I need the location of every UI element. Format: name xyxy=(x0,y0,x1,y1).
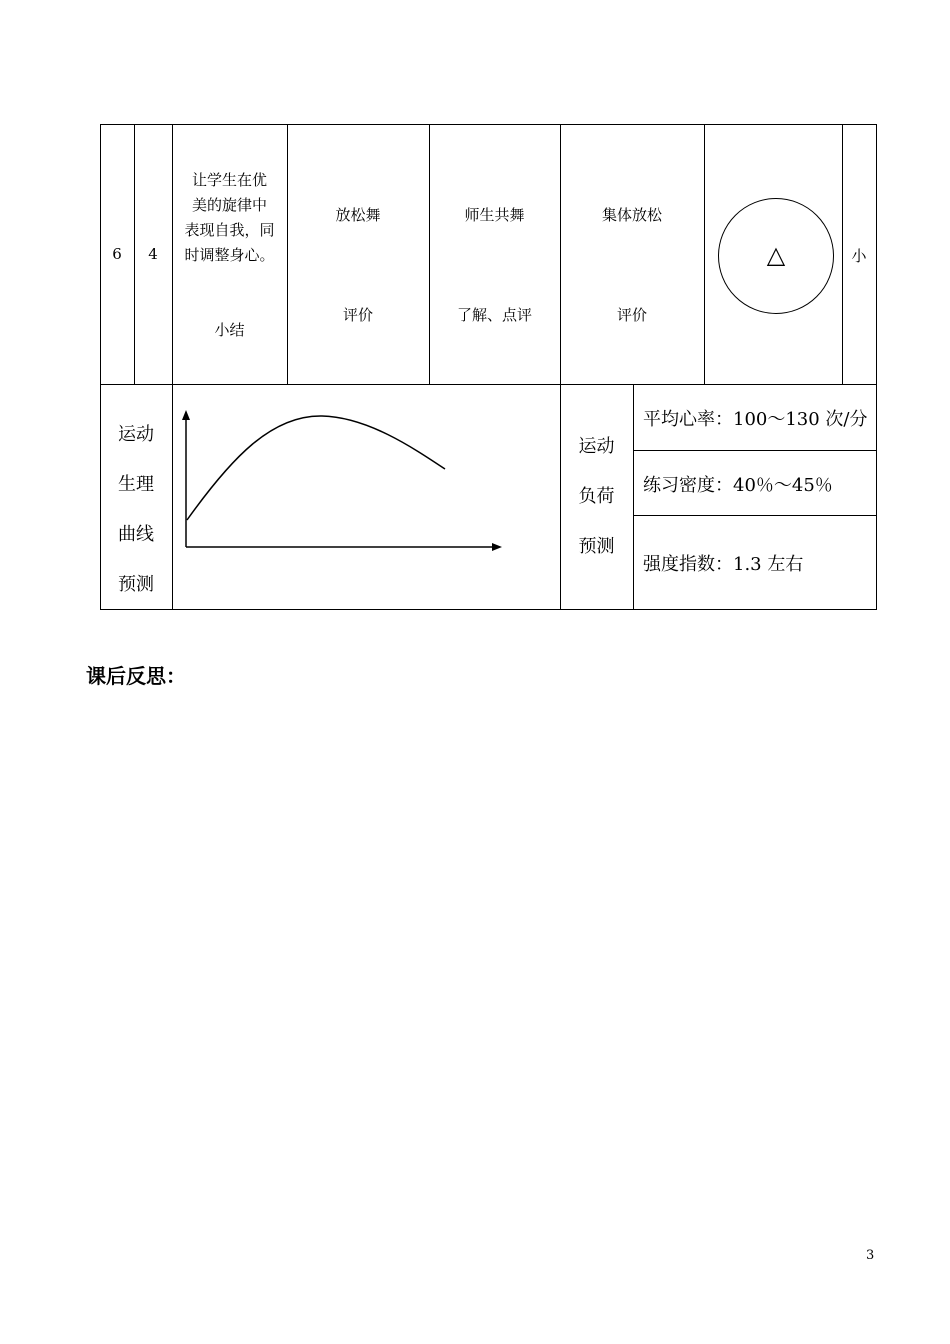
load-label-line: 运动 xyxy=(578,436,615,457)
load-label-line: 负荷 xyxy=(578,486,615,507)
heart-rate-value: 平均心率：100～130 次/分 xyxy=(643,409,868,430)
table-border-bottom xyxy=(100,609,877,610)
load-label-line: 预测 xyxy=(578,536,615,557)
physiological-curve-chart xyxy=(172,385,560,609)
objective-line: 美的旋律中 xyxy=(191,196,267,214)
load-label xyxy=(560,422,633,572)
teacher-activity-2: 了解、点评 xyxy=(456,306,532,324)
objective-line: 时调整身心。 xyxy=(184,246,275,264)
student-activity-1: 集体放松 xyxy=(601,206,662,224)
curve-label-line: 运动 xyxy=(118,424,154,445)
curve-label-line: 生理 xyxy=(118,474,154,495)
density-value: 练习密度：40％～45％ xyxy=(643,475,833,496)
row-objective xyxy=(172,168,287,268)
teacher-activity-1: 师生共舞 xyxy=(464,206,525,224)
row-intensity: 小 xyxy=(851,247,867,265)
student-activity-2: 评价 xyxy=(616,306,647,324)
row-index: 6 xyxy=(112,245,122,263)
curve-label-line: 预测 xyxy=(118,574,154,595)
y-axis-arrow-icon xyxy=(182,410,190,420)
row-section: 小结 xyxy=(214,321,245,339)
objective-line: 表现自我，同 xyxy=(184,221,275,239)
curve-label xyxy=(100,410,172,610)
teacher-triangle-icon: △ xyxy=(766,241,786,269)
table-border-top xyxy=(100,124,877,125)
content-1: 放松舞 xyxy=(335,206,381,224)
intensity-index-value: 强度指数：1.3 左右 xyxy=(643,554,804,575)
curve-label-line: 曲线 xyxy=(118,524,154,545)
objective-line: 让学生在优 xyxy=(191,171,267,189)
load-row-divider xyxy=(633,515,877,516)
row-minutes: 4 xyxy=(148,245,158,263)
col-divider xyxy=(704,124,705,384)
content-2: 评价 xyxy=(342,306,373,324)
col-divider xyxy=(287,124,288,384)
load-row-divider xyxy=(633,450,877,451)
col-divider xyxy=(633,384,634,610)
table-border-right xyxy=(876,124,877,610)
page-number: 3 xyxy=(866,1248,875,1263)
heart-rate-curve xyxy=(187,416,445,520)
x-axis-arrow-icon xyxy=(492,543,502,551)
reflection-title: 课后反思： xyxy=(86,664,186,688)
col-divider xyxy=(429,124,430,384)
